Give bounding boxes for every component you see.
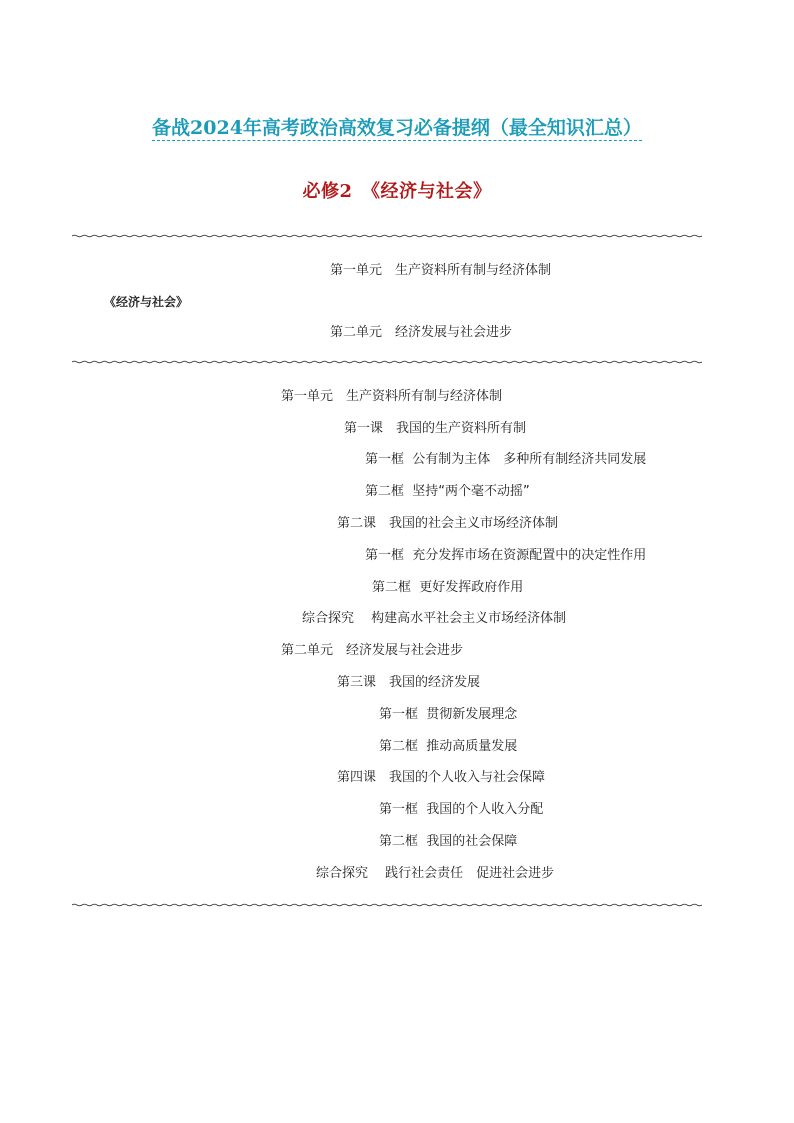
wavy-divider-bottom	[72, 900, 702, 910]
outline-lesson4-frame2: 第二框 我国的社会保障	[379, 834, 518, 849]
outline-unit1-title: 第一单元 生产资料所有制与经济体制	[281, 389, 503, 404]
wavy-divider-middle	[72, 357, 702, 367]
wavy-divider-top	[72, 231, 702, 241]
overview-unit1: 第一单元 生产资料所有制与经济体制	[330, 263, 552, 278]
outline-unit2-inquiry: 综合探究 践行社会责任 促进社会进步	[316, 866, 555, 881]
divider-middle	[72, 357, 702, 367]
outline-lesson2-title: 第二课 我国的社会主义市场经济体制	[337, 516, 559, 531]
overview-book: 《经济与社会》	[104, 295, 189, 309]
outline-lesson1-title: 第一课 我国的生产资料所有制	[344, 421, 527, 436]
outline-lesson2-frame2: 第二框 更好发挥政府作用	[372, 580, 524, 595]
divider-top	[72, 231, 702, 241]
outline-lesson1-frame2: 第二框 坚持“两个毫不动摇”	[365, 484, 530, 499]
outline-unit1-inquiry: 综合探究 构建高水平社会主义市场经济体制	[302, 611, 567, 626]
page-title	[0, 114, 794, 142]
subtitle: 必修2 《经济与社会》	[302, 181, 492, 202]
outline-lesson4-frame1: 第一框 我国的个人收入分配	[379, 802, 544, 817]
outline-lesson3-title: 第三课 我国的经济发展	[337, 675, 481, 690]
outline-lesson2-frame1: 第一框 充分发挥市场在资源配置中的决定性作用	[365, 548, 647, 563]
overview-unit2: 第二单元 经济发展与社会进步	[330, 325, 513, 340]
outline-lesson3-frame2: 第二框 推动高质量发展	[379, 739, 518, 754]
divider-bottom	[72, 900, 702, 910]
outline-unit2-title: 第二单元 经济发展与社会进步	[281, 643, 464, 658]
outline-lesson1-frame1: 第一框 公有制为主体 多种所有制经济共同发展	[365, 452, 647, 467]
outline-lesson4-title: 第四课 我国的个人收入与社会保障	[337, 770, 546, 785]
page-title-text: 备战2024年高考政治高效复习必备提纲（最全知识汇总）	[152, 117, 642, 139]
outline-lesson3-frame1: 第一框 贯彻新发展理念	[379, 707, 518, 722]
